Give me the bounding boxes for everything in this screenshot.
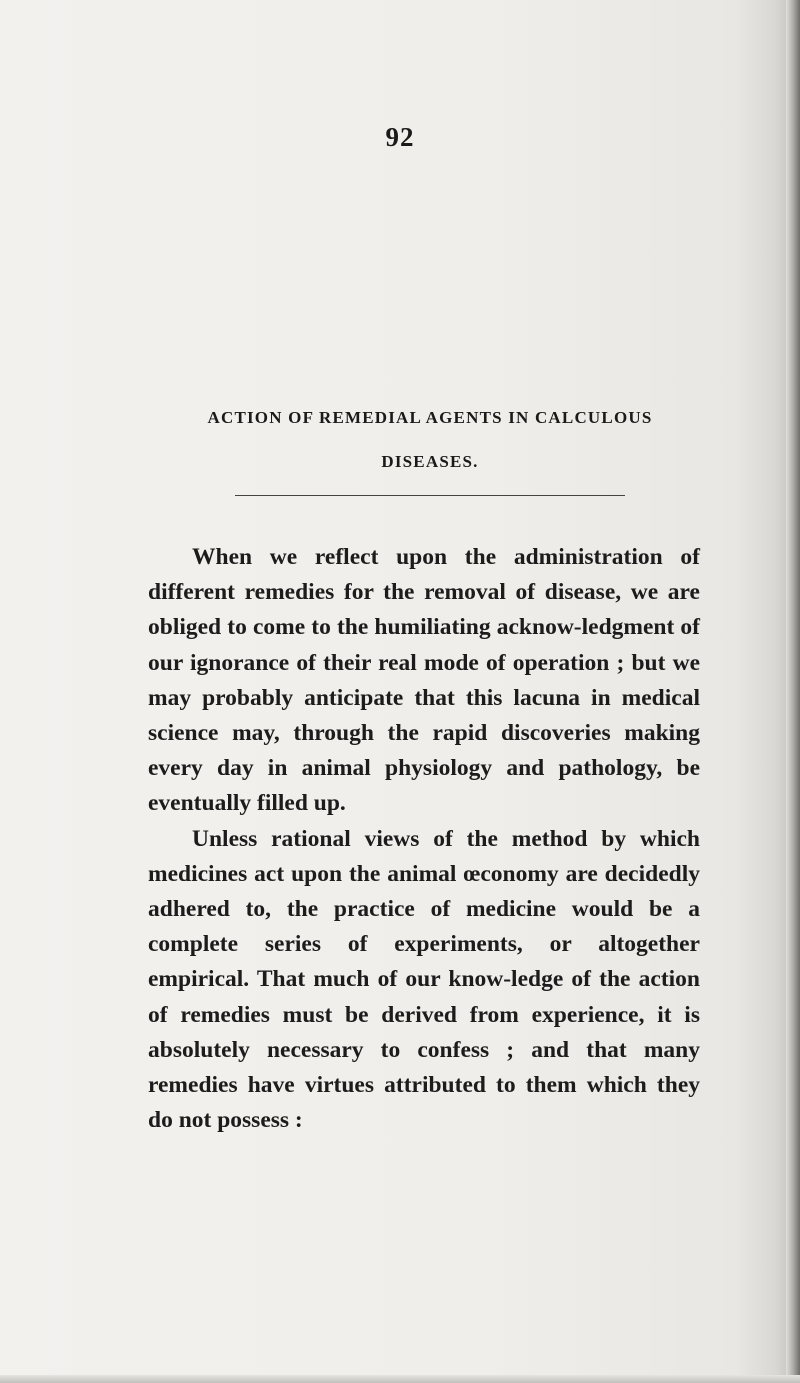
page-bottom-edge <box>0 1375 800 1383</box>
paragraph-1: When we reflect upon the administration of different remedies for the removal of disease, we are obliged to come to the humiliating acknow-ledgment of our ignorance of their real mode of operation ; but we may probably anticipate that this lacuna in medical science may, through the rapid discoveries making every day in animal physiology and pathology, be eventually filled up. <box>148 544 700 817</box>
page-number: 92 <box>385 122 415 152</box>
paragraph-2: Unless rational views of the method by which medicines act upon the animal œconomy are decidedly adhered to, the practice of medicine would be a complete series of experiments, or altogether empirical. That much of our know-ledge of the action of remedies must be derived from experience, it is absolutely necessary to confess ; and that many remedies have virtues attributed to them which they do not possess : <box>148 825 700 1134</box>
chapter-heading-line-1: ACTION OF REMEDIAL AGENTS IN CALCULOUS <box>207 408 653 427</box>
body-text <box>148 540 700 1138</box>
chapter-heading-line-2: DISEASES. <box>381 452 479 471</box>
chapter-heading <box>140 396 720 484</box>
heading-divider <box>235 495 625 496</box>
page-edge-shadow <box>786 0 800 1383</box>
